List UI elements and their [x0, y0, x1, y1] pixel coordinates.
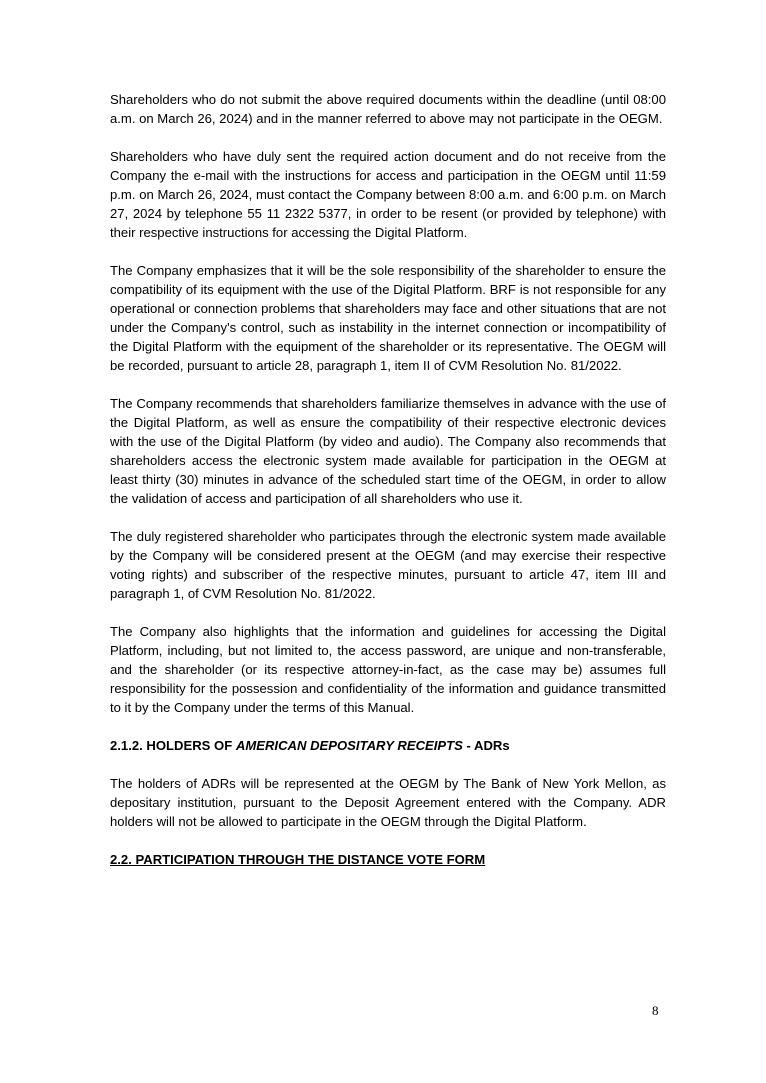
paragraph-contact-company: Shareholders who have duly sent the required action document and do not receive from the Company the e-mail with the instructions for access and participation in the OEGM until 11:59 p.m. on March 26, 2024, must contact the Company between 8:00 a.m. and 6:00 p.m. on March 27, 2024 by telephone 55 11 2322 5377, in order to be resent (or provided by telephone) with their respective instructions for accessing the Digital Platform. [110, 149, 666, 240]
section-heading-prefix: 2.1.2. HOLDERS OF [110, 738, 236, 753]
section-heading-adr-holders [110, 736, 666, 755]
paragraph-adr-holders: The holders of ADRs will be represented at the OEGM by The Bank of New York Mellon, as depositary institution, pursuant to the Deposit Agreement entered with the Company. ADR holders will not be allowed to participate in the OEGM through the Digital Platform. [110, 776, 666, 829]
paragraph-deadline: Shareholders who do not submit the above required documents within the deadline (until 08:00 a.m. on March 26, 2024) and in the manner referred to above may not participate in the OEGM. [110, 92, 666, 126]
paragraph-recommendations: The Company recommends that shareholders familiarize themselves in advance with the use of the Digital Platform, as well as ensure the compatibility of their respective electronic devices with the use of the Digital Platform (by video and audio). The Company also recommends that shareholders access the electronic system made available for participation in the OEGM at least thirty (30) minutes in advance of the scheduled start time of the OEGM, in order to allow the validation of access and participation of all shareholders who use it. [110, 396, 666, 506]
section-heading-italic: AMERICAN DEPOSITARY RECEIPTS [235, 738, 463, 753]
section-heading-suffix: - ADRs [462, 738, 510, 753]
paragraph-considered-present: The duly registered shareholder who participates through the electronic system made available by the Company will be considered present at the OEGM (and may exercise their respective voting rights) and subscriber of the respective minutes, pursuant to article 47, item III and paragraph 1, of CVM Resolution No. 81/2022. [110, 529, 666, 601]
paragraph-equipment-compatibility: The Company emphasizes that it will be the sole responsibility of the shareholder to ensure the compatibility of its equipment with the use of the Digital Platform. BRF is not responsible for any operational or connection problems that shareholders may face and other situations that are not under the Company's control, such as instability in the internet connection or incompatibility of the Digital Platform with the equipment of the shareholder or its representative. The OEGM will be recorded, pursuant to article 28, paragraph 1, item II of CVM Resolution No. 81/2022. [110, 263, 666, 373]
document-page [110, 90, 666, 869]
section-heading-distance-vote: 2.2. PARTICIPATION THROUGH THE DISTANCE VOTE FORM [110, 852, 486, 867]
paragraph-access-guidelines: The Company also highlights that the information and guidelines for accessing the Digital Platform, including, but not limited to, the access password, are unique and non-transferable, and the shareholder (or its respective attorney-in-fact, as the case may be) assumes full responsibility for the possession and confidentiality of the information and guidance transmitted to it by the Company under the terms of this Manual. [110, 624, 666, 715]
page-number: 8 [652, 1003, 659, 1018]
